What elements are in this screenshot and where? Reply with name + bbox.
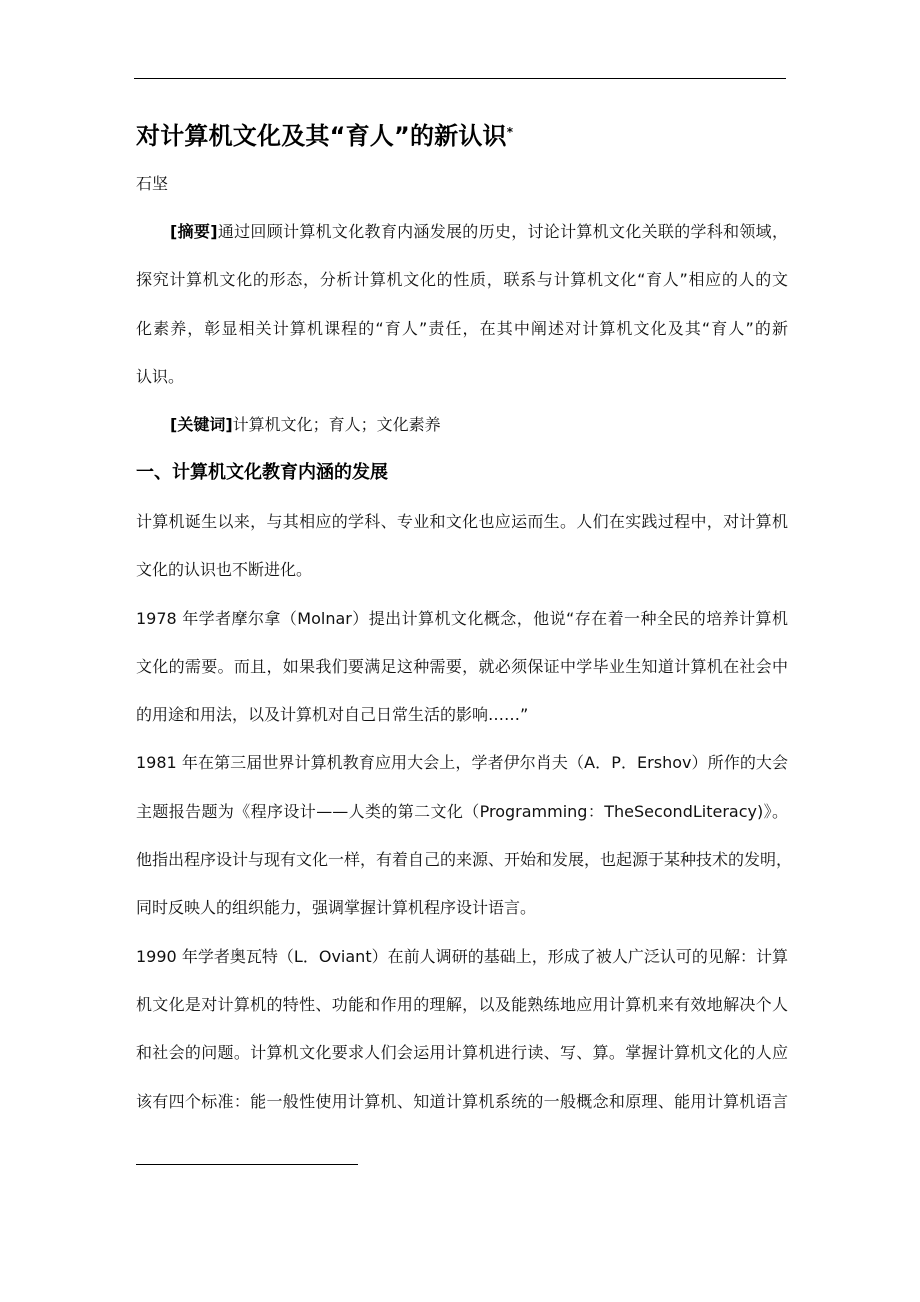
paragraph [136,595,788,740]
abstract-label: [摘要] [170,222,218,241]
abstract-line: 认识。 [136,366,185,386]
footnote-separator [136,1164,358,1165]
paragraph [136,739,793,932]
paragraph-line: 机文化是对计算机的特性、功能和作用的理解，以及能熟练地应用计算机来有效地解决个人 [136,994,788,1014]
section-body [136,498,793,1126]
paragraph-line: 1990 年学者奥瓦特（L．Oviant）在前人调研的基础上，形成了被人广泛认可的见解：计算 [136,946,788,966]
paragraph-line: 的用途和用法，以及计算机对自己日常生活的影响……” [136,705,529,725]
section-heading: 一、计算机文化教育内涵的发展 [136,462,388,483]
abstract-line: 化素养，彰显相关计算机课程的“育人”责任，在其中阐述对计算机文化及其“育人”的新 [136,318,788,338]
document-title [136,118,513,154]
paragraph [136,498,788,595]
title-text: 对计算机文化及其“育人”的新认识 [136,122,507,150]
paragraph-line: 文化的认识也不断进化。 [136,560,313,580]
paragraph-line: 和社会的问题。计算机文化要求人们会运用计算机进行读、写、算。掌握计算机文化的人应 [136,1043,788,1063]
paragraph-line: 文化的需要。而且，如果我们要满足这种需要，就必须保证中学毕业生知道计算机在社会中 [136,656,788,676]
abstract-line: [摘要]通过回顾计算机文化教育内涵发展的历史，讨论计算机文化关联的学科和领域， [170,222,788,241]
keywords [136,401,788,449]
paragraph-line: 他指出程序设计与现有文化一样，有着自己的来源、开始和发展，也起源于某种技术的发明， [136,850,793,870]
keywords-text: 计算机文化；育人；文化素养 [232,415,441,434]
abstract-line: 探究计算机文化的形态，分析计算机文化的性质，联系与计算机文化“育人”相应的人的文 [136,270,788,290]
keywords-label: [关键词] [170,415,233,434]
paragraph-line: 1978 年学者摩尔拿（Molnar）提出计算机文化概念，他说“存在着一种全民的培养计算机 [136,608,788,628]
paragraph-line: 1981 年在第三届世界计算机教育应用大会上，学者伊尔肖夫（A．P．Ershov）所作的大会 [136,753,788,773]
paragraph-line: 计算机诞生以来，与其相应的学科、专业和文化也应运而生。人们在实践过程中，对计算机 [136,512,788,531]
keywords-line [136,401,788,449]
title-footnote-marker: * [506,125,514,139]
header-rule [134,78,786,79]
paragraph-line: 该有四个标准：能一般性使用计算机、知道计算机系统的一般概念和原理、能用计算机语言 [136,1091,788,1111]
author-name: 石坚 [136,174,169,193]
abstract [136,208,788,401]
paragraph-line: 同时反映人的组织能力，强调掌握计算机程序设计语言。 [136,898,537,918]
paragraph [136,933,788,1126]
paragraph-line: 主题报告题为《程序设计——人类的第二文化（Programming：TheSecondLiteracy)》。 [136,801,788,821]
